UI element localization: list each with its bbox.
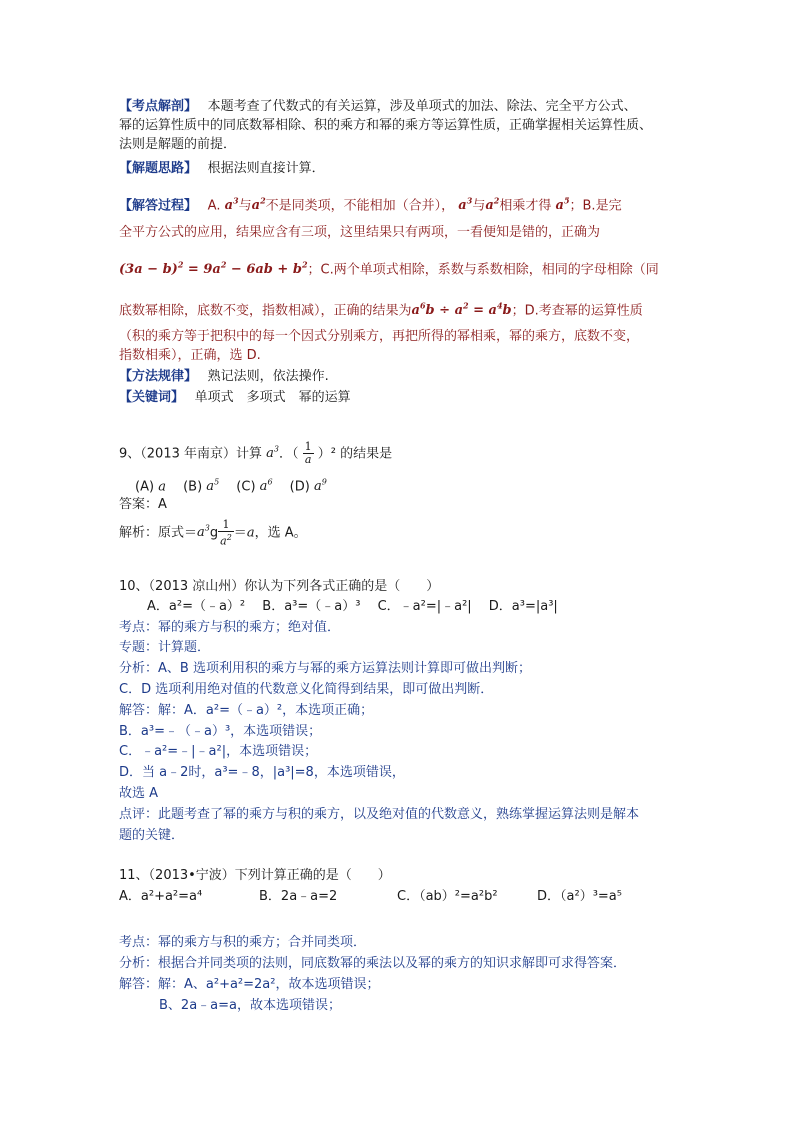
math-square-formula: $(3a - b)^2 = 9a^2 - 6ab + b^2$ — [119, 260, 308, 278]
q10-options: A．a²=（﹣a）² B．a³=（﹣a）³ C．﹣a²=|﹣a²| D．a³=|a³| — [147, 599, 558, 614]
kaodian-text: 本题考查了代数式的有关运算，涉及单项式的加法、除法、完全平方公式、 — [207, 99, 637, 114]
silu-label: 【解题思路】 — [119, 161, 191, 176]
text-frag: ；B.是完 — [569, 198, 622, 214]
guocheng-text-2: 全平方公式的应用，结果应含有三项，这里结果只有两项，一看便知是错的，正确为 — [119, 225, 601, 240]
q10-jieda-4: D．当 a﹣2时，a³=﹣8，|a³|=8，本选项错误， — [119, 765, 405, 780]
guocheng-line2 — [119, 224, 600, 242]
guocheng-text-3: ；C.两个单项式相除，系数与系数相除，相同的字母相除（同 — [307, 262, 659, 278]
q10-jieda-3: C．﹣a²=﹣|﹣a²|，本选项错误； — [119, 744, 318, 759]
math-a5: $a^5$ — [555, 196, 570, 214]
q11-jieda-1: 解答：解：A、a²+a²=2a²，故本选项错误； — [119, 977, 380, 992]
kaodian-section-line2 — [119, 117, 652, 135]
guocheng-line5 — [119, 328, 639, 346]
q9-option-d: (D) — [289, 479, 310, 495]
q9-prefix: 9、（2013 年南京）计算 — [119, 446, 262, 462]
guanjian-section — [119, 389, 351, 407]
kaodian-text-3: 法则是解题的前提． — [119, 137, 237, 152]
guocheng-text-5: （积的乘方等于把积中的每一个因式分别乘方，再把所得的幂相乘，幂的乘方，底数不变， — [119, 329, 640, 344]
guocheng-option-a: A. — [207, 198, 221, 214]
q9-suffix: ）² 的结果是 — [317, 446, 393, 462]
q11-option-d: D．（a²）³=a⁵ — [537, 889, 622, 904]
q9-analysis-end: ，选 A。 — [254, 525, 307, 541]
q9-analysis-tail: ＝ — [233, 525, 247, 541]
q9-analysis-head: 解析：原式＝ — [119, 525, 198, 541]
q9-title — [119, 438, 392, 466]
q9-fraction — [303, 441, 314, 466]
guocheng-line3 — [119, 256, 659, 279]
q9-analysis-fraction — [218, 519, 234, 548]
math-a2b: $a^2$ — [485, 196, 500, 214]
silu-text: 根据法则直接计算． — [207, 161, 325, 176]
q11-options — [119, 888, 622, 906]
q10-dianping-1: 点评：此题考查了幂的乘方与积的乘方，以及绝对值的代数意义，熟练掌握运算法则是解本 — [119, 807, 640, 822]
q9-mid: ．（ — [279, 446, 299, 462]
q11-fenxi: 分析：根据合并同类项的法则，同底数幂的乘法以及幂的乘方的知识求解即可求得答案． — [119, 956, 627, 971]
text-frag: 与 — [472, 198, 486, 214]
q9-frac2-den: $a^2$ — [220, 532, 232, 548]
q9-option-b: (B) — [183, 479, 203, 495]
q9-frac2-num: 1 — [218, 519, 234, 532]
math-a2: $a^2$ — [251, 196, 266, 214]
q10-title: 10、（2013 凉山州）你认为下列各式正确的是（ ） — [119, 579, 440, 594]
q10-jieda-5: 故选 A — [119, 786, 159, 801]
q10-jieda-2: B．a³=﹣（﹣a）³，本选项错误； — [119, 724, 322, 739]
q9-analysis-mid: g — [209, 525, 219, 541]
q11-kaodian: 考点：幂的乘方与积的乘方；合并同类项． — [119, 935, 367, 950]
guocheng-label: 【解答过程】 — [119, 198, 191, 214]
kaodian-text-2: 幂的运算性质中的同底数幂相除、积的乘方和幂的乘方等运算性质，正确掌握相关运算性质、 — [119, 118, 653, 133]
math-a3: $a^3$ — [224, 196, 239, 214]
guocheng-line6 — [119, 347, 261, 365]
q11-option-c: C．（ab）²=a²b² — [397, 889, 498, 904]
guocheng-line1 — [119, 192, 622, 215]
q11-option-a: A．a²+a²=a⁴ — [119, 889, 203, 904]
q9-frac-den: a — [304, 453, 312, 467]
silu-section — [119, 160, 325, 178]
q10-dianping-2: 题的关键． — [119, 828, 185, 843]
math-a3b: $a^3$ — [458, 196, 473, 214]
math-division-result: $a^6b \div a^2 = a^4b$ — [411, 301, 512, 319]
q11-title: 11、（2013•宁波）下列计算正确的是（ ） — [119, 868, 391, 883]
guanjian-label: 【关键词】 — [119, 390, 178, 405]
q10-kaodian: 考点：幂的乘方与积的乘方；绝对值． — [119, 620, 341, 635]
fangfa-text: 熟记法则，依法操作. — [207, 369, 329, 384]
text-frag: 与 — [238, 198, 252, 214]
kaodian-section-line1 — [119, 98, 637, 116]
q9-option-c: (C) — [236, 479, 256, 495]
q9-answer: 答案：A — [119, 497, 167, 512]
guocheng-text-4b: ；D.考查幂的运算性质 — [511, 303, 643, 319]
q9-a3: $a^3$ — [266, 445, 279, 462]
q10-fenxi-1: 分析：A、B 选项利用积的乘方与幂的乘方运算法则计算即可做出判断； — [119, 661, 531, 676]
q9-analysis: 解析：原式$=a^3g$ $\frac{1}{a^2}$ ＝a，选 A。 — [119, 517, 307, 548]
guanjian-text: 单项式 多项式 幂的运算 — [194, 390, 351, 405]
guocheng-line4 — [119, 297, 643, 320]
q9-options: (A) a (B) $a^5$ (C) $a^6$ (D) $a^9$ — [135, 478, 327, 495]
guocheng-text-4: 底数幂相除，底数不变，指数相减），正确的结果为 — [119, 303, 412, 319]
guocheng-text-6: 指数相乘），正确，选 D. — [119, 348, 261, 363]
text-frag: 相乘才得 — [499, 198, 552, 214]
kaodian-section-line3 — [119, 136, 236, 154]
kaodian-label: 【考点解剖】 — [119, 99, 191, 114]
q10-jieda-1: 解答：解：A．a²=（﹣a）²，本选项正确； — [119, 703, 374, 718]
q11-option-b: B．2a﹣a=2 — [259, 889, 338, 904]
q9-option-a: (A) — [135, 479, 155, 495]
fangfa-label: 【方法规律】 — [119, 369, 191, 384]
q10-fenxi-2: C．D 选项利用绝对值的代数意义化简得到结果，即可做出判断． — [119, 682, 494, 697]
q10-zhuanti: 专题：计算题． — [119, 640, 211, 655]
fangfa-section — [119, 368, 329, 386]
q11-jieda-2: B、2a﹣a=a，故本选项错误； — [159, 998, 341, 1013]
q9-frac-num: 1 — [304, 440, 312, 454]
text-frag: 不是同类项，不能相加（合并）， — [265, 198, 455, 214]
